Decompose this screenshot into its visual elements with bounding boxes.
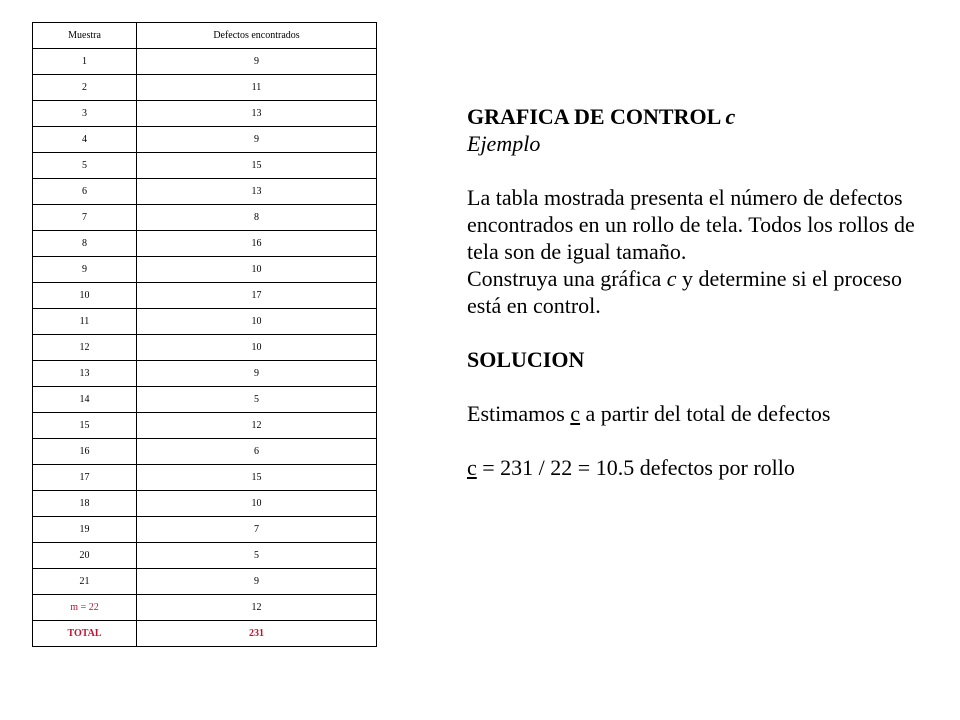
sample-cell: 9 xyxy=(33,257,137,283)
table-row xyxy=(33,569,377,595)
defects-cell: 9 xyxy=(137,127,377,153)
sample-cell: 16 xyxy=(33,439,137,465)
sample-cell: 11 xyxy=(33,309,137,335)
sample-cell: 13 xyxy=(33,361,137,387)
defects-cell: 9 xyxy=(137,361,377,387)
sample-cell: 1 xyxy=(33,49,137,75)
header-muestra: Muestra xyxy=(33,23,137,49)
paragraph-2: Construya una gráfica c y determine si el proceso está en control. xyxy=(467,266,902,318)
sample-cell: 12 xyxy=(33,335,137,361)
defects-cell: 13 xyxy=(137,101,377,127)
header-defectos: Defectos encontrados xyxy=(137,23,377,49)
title: GRAFICA DE CONTROL c xyxy=(467,104,736,129)
table-row xyxy=(33,309,377,335)
table-row xyxy=(33,257,377,283)
table-row xyxy=(33,543,377,569)
defects-cell: 10 xyxy=(137,257,377,283)
defects-cell: 15 xyxy=(137,153,377,179)
defects-cell: 7 xyxy=(137,517,377,543)
table-row xyxy=(33,387,377,413)
defects-cell: 10 xyxy=(137,335,377,361)
total-label-cell: TOTAL xyxy=(33,621,137,647)
sample-cell: 4 xyxy=(33,127,137,153)
table-row xyxy=(33,413,377,439)
sample-cell: 8 xyxy=(33,231,137,257)
defects-cell: 11 xyxy=(137,75,377,101)
explanation-text xyxy=(467,103,937,481)
sample-cell: 19 xyxy=(33,517,137,543)
defects-cell: 17 xyxy=(137,283,377,309)
defects-cell: 9 xyxy=(137,49,377,75)
defects-cell: 5 xyxy=(137,543,377,569)
defects-cell: 6 xyxy=(137,439,377,465)
table-row xyxy=(33,101,377,127)
sample-cell: 18 xyxy=(33,491,137,517)
defects-cell: 16 xyxy=(137,231,377,257)
total-row xyxy=(33,621,377,647)
solution-heading: SOLUCION xyxy=(467,347,585,372)
sample-cell: 5 xyxy=(33,153,137,179)
sample-cell: 21 xyxy=(33,569,137,595)
m-label-cell: m = 22 xyxy=(33,595,137,621)
sample-cell: 20 xyxy=(33,543,137,569)
defects-cell: 5 xyxy=(137,387,377,413)
table-row xyxy=(33,283,377,309)
sample-cell: 2 xyxy=(33,75,137,101)
table-row xyxy=(33,49,377,75)
table-row xyxy=(33,335,377,361)
defects-cell: 13 xyxy=(137,179,377,205)
sample-cell: 6 xyxy=(33,179,137,205)
defects-cell: 12 xyxy=(137,413,377,439)
table-row xyxy=(33,179,377,205)
table-row xyxy=(33,205,377,231)
table-row xyxy=(33,153,377,179)
table-header-row xyxy=(33,23,377,49)
sample-cell: 14 xyxy=(33,387,137,413)
sample-cell: 3 xyxy=(33,101,137,127)
table-row xyxy=(33,517,377,543)
table-body xyxy=(33,49,377,595)
sample-cell: 10 xyxy=(33,283,137,309)
sample-cell: 7 xyxy=(33,205,137,231)
paragraph-1: La tabla mostrada presenta el número de defectos encontrados en un rollo de tela. Todos los rollos de tela son de igual tamaño. xyxy=(467,185,915,264)
sample-cell: 15 xyxy=(33,413,137,439)
m-row xyxy=(33,595,377,621)
table-row xyxy=(33,75,377,101)
table-row xyxy=(33,127,377,153)
table-row xyxy=(33,439,377,465)
table-row xyxy=(33,231,377,257)
defects-cell: 15 xyxy=(137,465,377,491)
defects-cell: 10 xyxy=(137,491,377,517)
table-row xyxy=(33,361,377,387)
m-value-cell: 12 xyxy=(137,595,377,621)
defects-cell: 8 xyxy=(137,205,377,231)
defects-table xyxy=(32,22,377,647)
formula-line: c = 231 / 22 = 10.5 defectos por rollo xyxy=(467,455,795,480)
table-row xyxy=(33,465,377,491)
total-value-cell: 231 xyxy=(137,621,377,647)
subtitle: Ejemplo xyxy=(467,131,541,156)
defects-cell: 10 xyxy=(137,309,377,335)
sample-cell: 17 xyxy=(33,465,137,491)
defects-cell: 9 xyxy=(137,569,377,595)
estimate-line: Estimamos c a partir del total de defectos xyxy=(467,401,831,426)
table-row xyxy=(33,491,377,517)
